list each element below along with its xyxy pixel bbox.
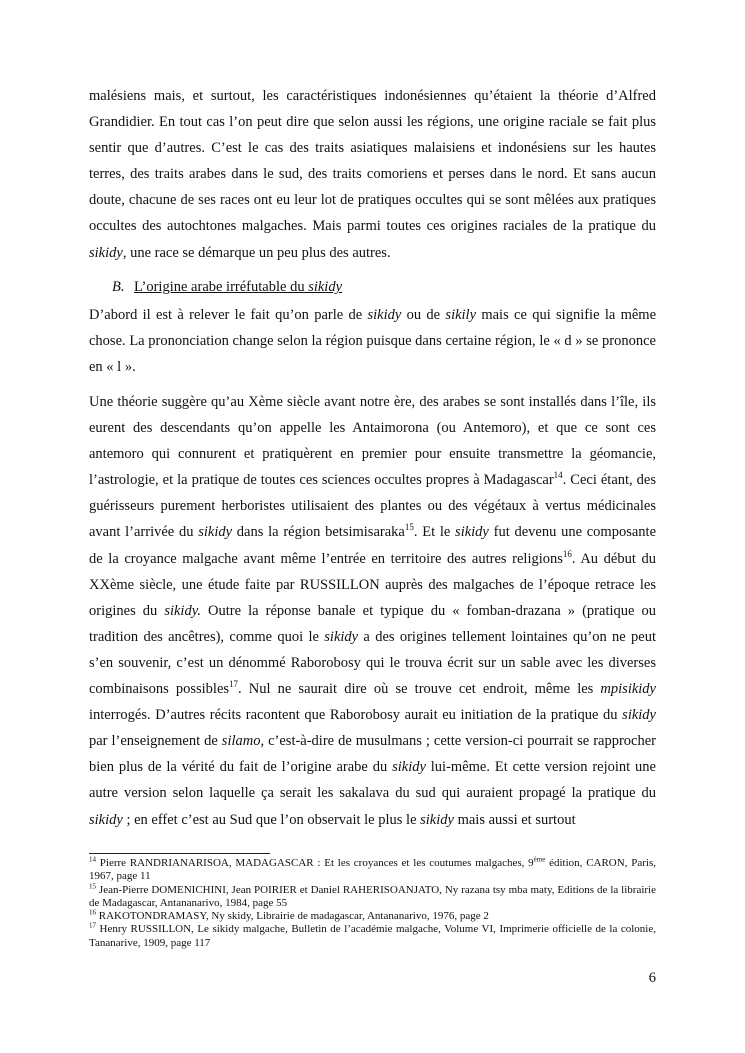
footnotes — [89, 857, 656, 950]
section-title: L’origine arabe irréfutable du sikidy — [134, 279, 343, 295]
footnote-17: $^{17}$ Henry RUSSILLON, Le sikidy malgache, Bulletin de l’académie malgache, Volume VI, Imprimerie officielle de la colonie, Tananarive, 1909, page 117 — [89, 921, 656, 949]
footnote-ref-14[interactable]: 14 — [553, 470, 563, 481]
footnote-16: $^{16}$ RAKOTONDRAMASY, Ny skidy, Librairie de madagascar, Antananarivo, 1976, page 2 — [89, 908, 489, 923]
footnote-15: $^{15}$ Jean-Pierre DOMENICHINI, Jean POIRIER et Daniel RAHERISOANJATO, Ny razana tsy mba maty, Editions de la librairie de Madagascar, Antananarivo, 1984, page 55 — [89, 881, 656, 909]
footnote-ref-17[interactable]: 17 — [229, 679, 239, 690]
paragraph-3: Une théorie suggère qu’au Xème siècle avant notre ère, des arabes se sont installés dans l’île, ils eurent des descendants qu’on appelle les Antaimorona (ou Antemoro), et que ce sont ces antemoro qui connurent et pratiquèrent en premier pour ensuite transmettre la géomancie, l’astrologie, et la pratique de toutes ces sciences occultes propres à Madagascar$^{14}$. Ceci étant, des guérisseurs purement herboristes utilisaient des plantes ou des végétaux à vertus médicinales avant l’arrivée du sikidy dans la région betsimisaraka$^{15}$. Et le sikidy fut devenu une composante de la croyance malgache avant même l’entrée en territoire des autres religions$^{16}$. Au début du XXème siècle, une étude faite par RUSSILLON auprès des malgaches de l’époque retrace les origines du sikidy. Outre la réponse banale et typique du « fomban-drazana » (pratique ou tradition des ancêtres), comme quoi le sikidy a des origines tellement lointaines qu’on ne peut s’en souvenir, c’est un dénommé Raborobosy qui le trouva écrit sur un sable avec les diverses combinaisons possibles$^{17}$. Nul ne saurait dire où se trouve cet endroit, même les mpisikidy interrogés. D’autres récits racontent que Raborobosy aurait eu initiation de la pratique du sikidy par l’enseignement de silamo, c’est-à-dire de musulmans ; cette version-ci pourrait se rapprocher bien plus de la vérité du fait de l’origine arabe du sikidy lui-même. Et cette version rejoint une autre version selon laquelle ça serait les sakalava du sud qui auraient propagé la pratique du sikidy ; en effet c’est au Sud que l’on observait le plus le sikidy mais aussi et surtout — [89, 394, 657, 828]
section-number: B. — [112, 279, 125, 295]
page-number: 6 — [648, 970, 656, 986]
italic-term: sikidy — [89, 244, 123, 261]
footnote-14: $^{14}$ Pierre RANDRIANARISOA, MADAGASCAR : Et les croyances et les coutumes malgaches, 9ème édition, CARON, Paris, 1967, page 11 — [89, 855, 656, 883]
footnote-ref-15[interactable]: 15 — [404, 522, 414, 533]
paragraph-2: D’abord il est à relever le fait qu’on parle de sikidy ou de sikily mais ce qui signifie la même chose. La prononciation change selon la région puisque dans certaine région, le « d » se prononce en « l ». — [89, 307, 657, 376]
footnote-separator — [89, 853, 270, 854]
footnote-ref-16[interactable]: 16 — [562, 548, 572, 559]
section-heading — [112, 277, 342, 297]
paragraph-1: malésiens mais, et surtout, les caractéristiques indonésiennes qu’étaient la théorie d’Alfred Grandidier. En tout cas l’on peut dire que selon aussi les régions, une origine raciale se fait plus sentir que d’autres. C’est le cas des traits asiatiques malaisiens et indonésiens sur les hautes terres, des traits arabes dans le sud, des traits comoriens et perses dans le nord. Et sans aucun doute, chacune de ses races ont eu leur lot de pratiques occultes qui se sont mêlées aux pratiques occultes des autochtones malgaches. Mais parmi toutes ces origines raciales de la pratique du sikidy, une race se démarque un peu plus des autres. — [89, 88, 656, 261]
